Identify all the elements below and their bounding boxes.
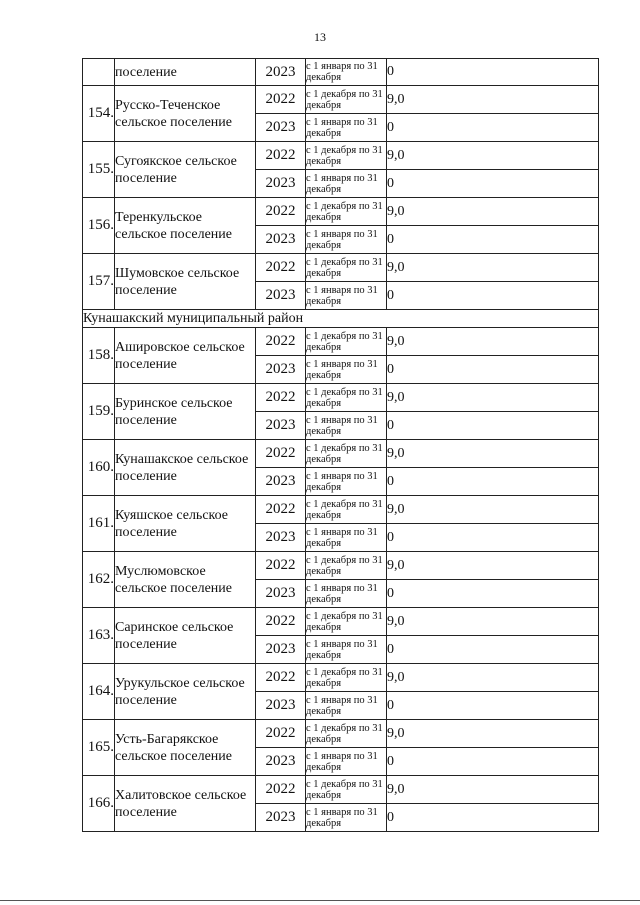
year-cell: 2023 — [256, 748, 306, 776]
table-row — [83, 198, 599, 226]
year-cell: 2023 — [256, 804, 306, 832]
rate-cell: 0 — [387, 468, 599, 496]
year-cell: 2022 — [256, 552, 306, 580]
period-cell: с 1 декабря по 31 декабря — [306, 440, 387, 468]
rate-cell: 9,0 — [387, 496, 599, 524]
year-cell: 2022 — [256, 664, 306, 692]
settlement-name: поселение — [115, 59, 256, 86]
table-section-continued — [83, 59, 599, 310]
settlement-name: Халитовское сельское поселение — [115, 776, 256, 832]
period-cell: с 1 декабря по 31 декабря — [306, 552, 387, 580]
period-cell: с 1 декабря по 31 декабря — [306, 198, 387, 226]
row-number: 160. — [83, 440, 115, 496]
tax-rate-table — [82, 58, 599, 832]
table-row — [83, 496, 599, 524]
year-cell: 2022 — [256, 720, 306, 748]
rate-cell: 0 — [387, 282, 599, 310]
year-cell: 2023 — [256, 468, 306, 496]
row-number: 164. — [83, 664, 115, 720]
rate-cell: 0 — [387, 580, 599, 608]
page-number: 13 — [314, 30, 326, 44]
period-cell: с 1 декабря по 31 декабря — [306, 254, 387, 282]
rate-cell: 0 — [387, 114, 599, 142]
row-number: 162. — [83, 552, 115, 608]
period-cell: с 1 декабря по 31 декабря — [306, 86, 387, 114]
rate-cell: 0 — [387, 804, 599, 832]
rate-cell: 0 — [387, 748, 599, 776]
period-cell: с 1 января по 31 декабря — [306, 59, 387, 86]
rate-cell: 0 — [387, 412, 599, 440]
period-cell: с 1 января по 31 декабря — [306, 804, 387, 832]
rate-cell: 0 — [387, 636, 599, 664]
rate-cell: 0 — [387, 356, 599, 384]
rate-cell: 9,0 — [387, 86, 599, 114]
period-cell: с 1 января по 31 декабря — [306, 170, 387, 198]
table-row — [83, 440, 599, 468]
row-number: 166. — [83, 776, 115, 832]
year-cell: 2023 — [256, 524, 306, 552]
row-number: 154. — [83, 86, 115, 142]
table-row — [83, 552, 599, 580]
period-cell: с 1 декабря по 31 декабря — [306, 328, 387, 356]
row-number: 158. — [83, 328, 115, 384]
row-number: 156. — [83, 198, 115, 254]
period-cell: с 1 января по 31 декабря — [306, 114, 387, 142]
rate-cell: 9,0 — [387, 664, 599, 692]
table-row — [83, 254, 599, 282]
row-number: 155. — [83, 142, 115, 198]
period-cell: с 1 января по 31 декабря — [306, 692, 387, 720]
table-row — [83, 664, 599, 692]
year-cell: 2023 — [256, 226, 306, 254]
year-cell: 2022 — [256, 254, 306, 282]
period-cell: с 1 декабря по 31 декабря — [306, 776, 387, 804]
row-number: 161. — [83, 496, 115, 552]
year-cell: 2023 — [256, 692, 306, 720]
table-row — [83, 776, 599, 804]
settlement-name: Куяшское сельское поселение — [115, 496, 256, 552]
settlement-name: Усть-Багарякское сельское поселение — [115, 720, 256, 776]
year-cell: 2023 — [256, 356, 306, 384]
table-row — [83, 608, 599, 636]
year-cell: 2022 — [256, 142, 306, 170]
year-cell: 2022 — [256, 608, 306, 636]
year-cell: 2023 — [256, 636, 306, 664]
rate-cell: 0 — [387, 226, 599, 254]
year-cell: 2022 — [256, 198, 306, 226]
rate-cell: 0 — [387, 59, 599, 86]
settlement-name: Кунашакское сельское поселение — [115, 440, 256, 496]
period-cell: с 1 января по 31 декабря — [306, 412, 387, 440]
year-cell: 2022 — [256, 384, 306, 412]
rate-cell: 9,0 — [387, 254, 599, 282]
district-header: Кунашакский муниципальный район — [83, 310, 599, 328]
period-cell: с 1 января по 31 декабря — [306, 282, 387, 310]
year-cell: 2023 — [256, 170, 306, 198]
rate-cell: 9,0 — [387, 142, 599, 170]
period-cell: с 1 декабря по 31 декабря — [306, 608, 387, 636]
rate-cell: 9,0 — [387, 384, 599, 412]
settlement-name: Ашировское сельское поселение — [115, 328, 256, 384]
rate-cell: 9,0 — [387, 198, 599, 226]
settlement-name: Шумовское сельское поселение — [115, 254, 256, 310]
rate-cell: 9,0 — [387, 440, 599, 468]
table-row — [83, 59, 599, 86]
settlement-name: Сугоякское сельское поселение — [115, 142, 256, 198]
settlement-name: Русско-Теченское сельское поселение — [115, 86, 256, 142]
rate-cell: 9,0 — [387, 776, 599, 804]
period-cell: с 1 декабря по 31 декабря — [306, 384, 387, 412]
period-cell: с 1 января по 31 декабря — [306, 524, 387, 552]
period-cell: с 1 января по 31 декабря — [306, 748, 387, 776]
settlement-name: Буринское сельское поселение — [115, 384, 256, 440]
year-cell: 2022 — [256, 496, 306, 524]
table-row — [83, 328, 599, 356]
row-number: 165. — [83, 720, 115, 776]
period-cell: с 1 января по 31 декабря — [306, 468, 387, 496]
period-cell: с 1 января по 31 декабря — [306, 580, 387, 608]
row-number: 157. — [83, 254, 115, 310]
settlement-name: Урукульское сельское поселение — [115, 664, 256, 720]
year-cell: 2023 — [256, 59, 306, 86]
rate-cell: 0 — [387, 170, 599, 198]
table-row — [83, 142, 599, 170]
year-cell: 2023 — [256, 114, 306, 142]
rate-cell: 0 — [387, 692, 599, 720]
rate-cell: 9,0 — [387, 552, 599, 580]
row-number — [83, 59, 115, 86]
row-number: 163. — [83, 608, 115, 664]
settlement-name: Муслюмовское сельское поселение — [115, 552, 256, 608]
period-cell: с 1 января по 31 декабря — [306, 636, 387, 664]
district-header-row — [83, 310, 599, 328]
period-cell: с 1 января по 31 декабря — [306, 356, 387, 384]
rate-cell: 9,0 — [387, 608, 599, 636]
table-row — [83, 720, 599, 748]
year-cell: 2022 — [256, 86, 306, 114]
year-cell: 2023 — [256, 580, 306, 608]
settlement-name: Саринское сельское поселение — [115, 608, 256, 664]
period-cell: с 1 января по 31 декабря — [306, 226, 387, 254]
year-cell: 2023 — [256, 282, 306, 310]
rate-cell: 9,0 — [387, 720, 599, 748]
rate-cell: 9,0 — [387, 328, 599, 356]
period-cell: с 1 декабря по 31 декабря — [306, 720, 387, 748]
year-cell: 2022 — [256, 776, 306, 804]
table-section-district — [83, 328, 599, 832]
year-cell: 2022 — [256, 328, 306, 356]
page-bottom-rule — [0, 900, 640, 901]
rate-cell: 0 — [387, 524, 599, 552]
period-cell: с 1 декабря по 31 декабря — [306, 664, 387, 692]
period-cell: с 1 декабря по 31 декабря — [306, 142, 387, 170]
settlement-name: Теренкульское сельское поселение — [115, 198, 256, 254]
row-number: 159. — [83, 384, 115, 440]
district-section — [83, 310, 599, 328]
table-row — [83, 86, 599, 114]
period-cell: с 1 декабря по 31 декабря — [306, 496, 387, 524]
table-row — [83, 384, 599, 412]
year-cell: 2022 — [256, 440, 306, 468]
year-cell: 2023 — [256, 412, 306, 440]
